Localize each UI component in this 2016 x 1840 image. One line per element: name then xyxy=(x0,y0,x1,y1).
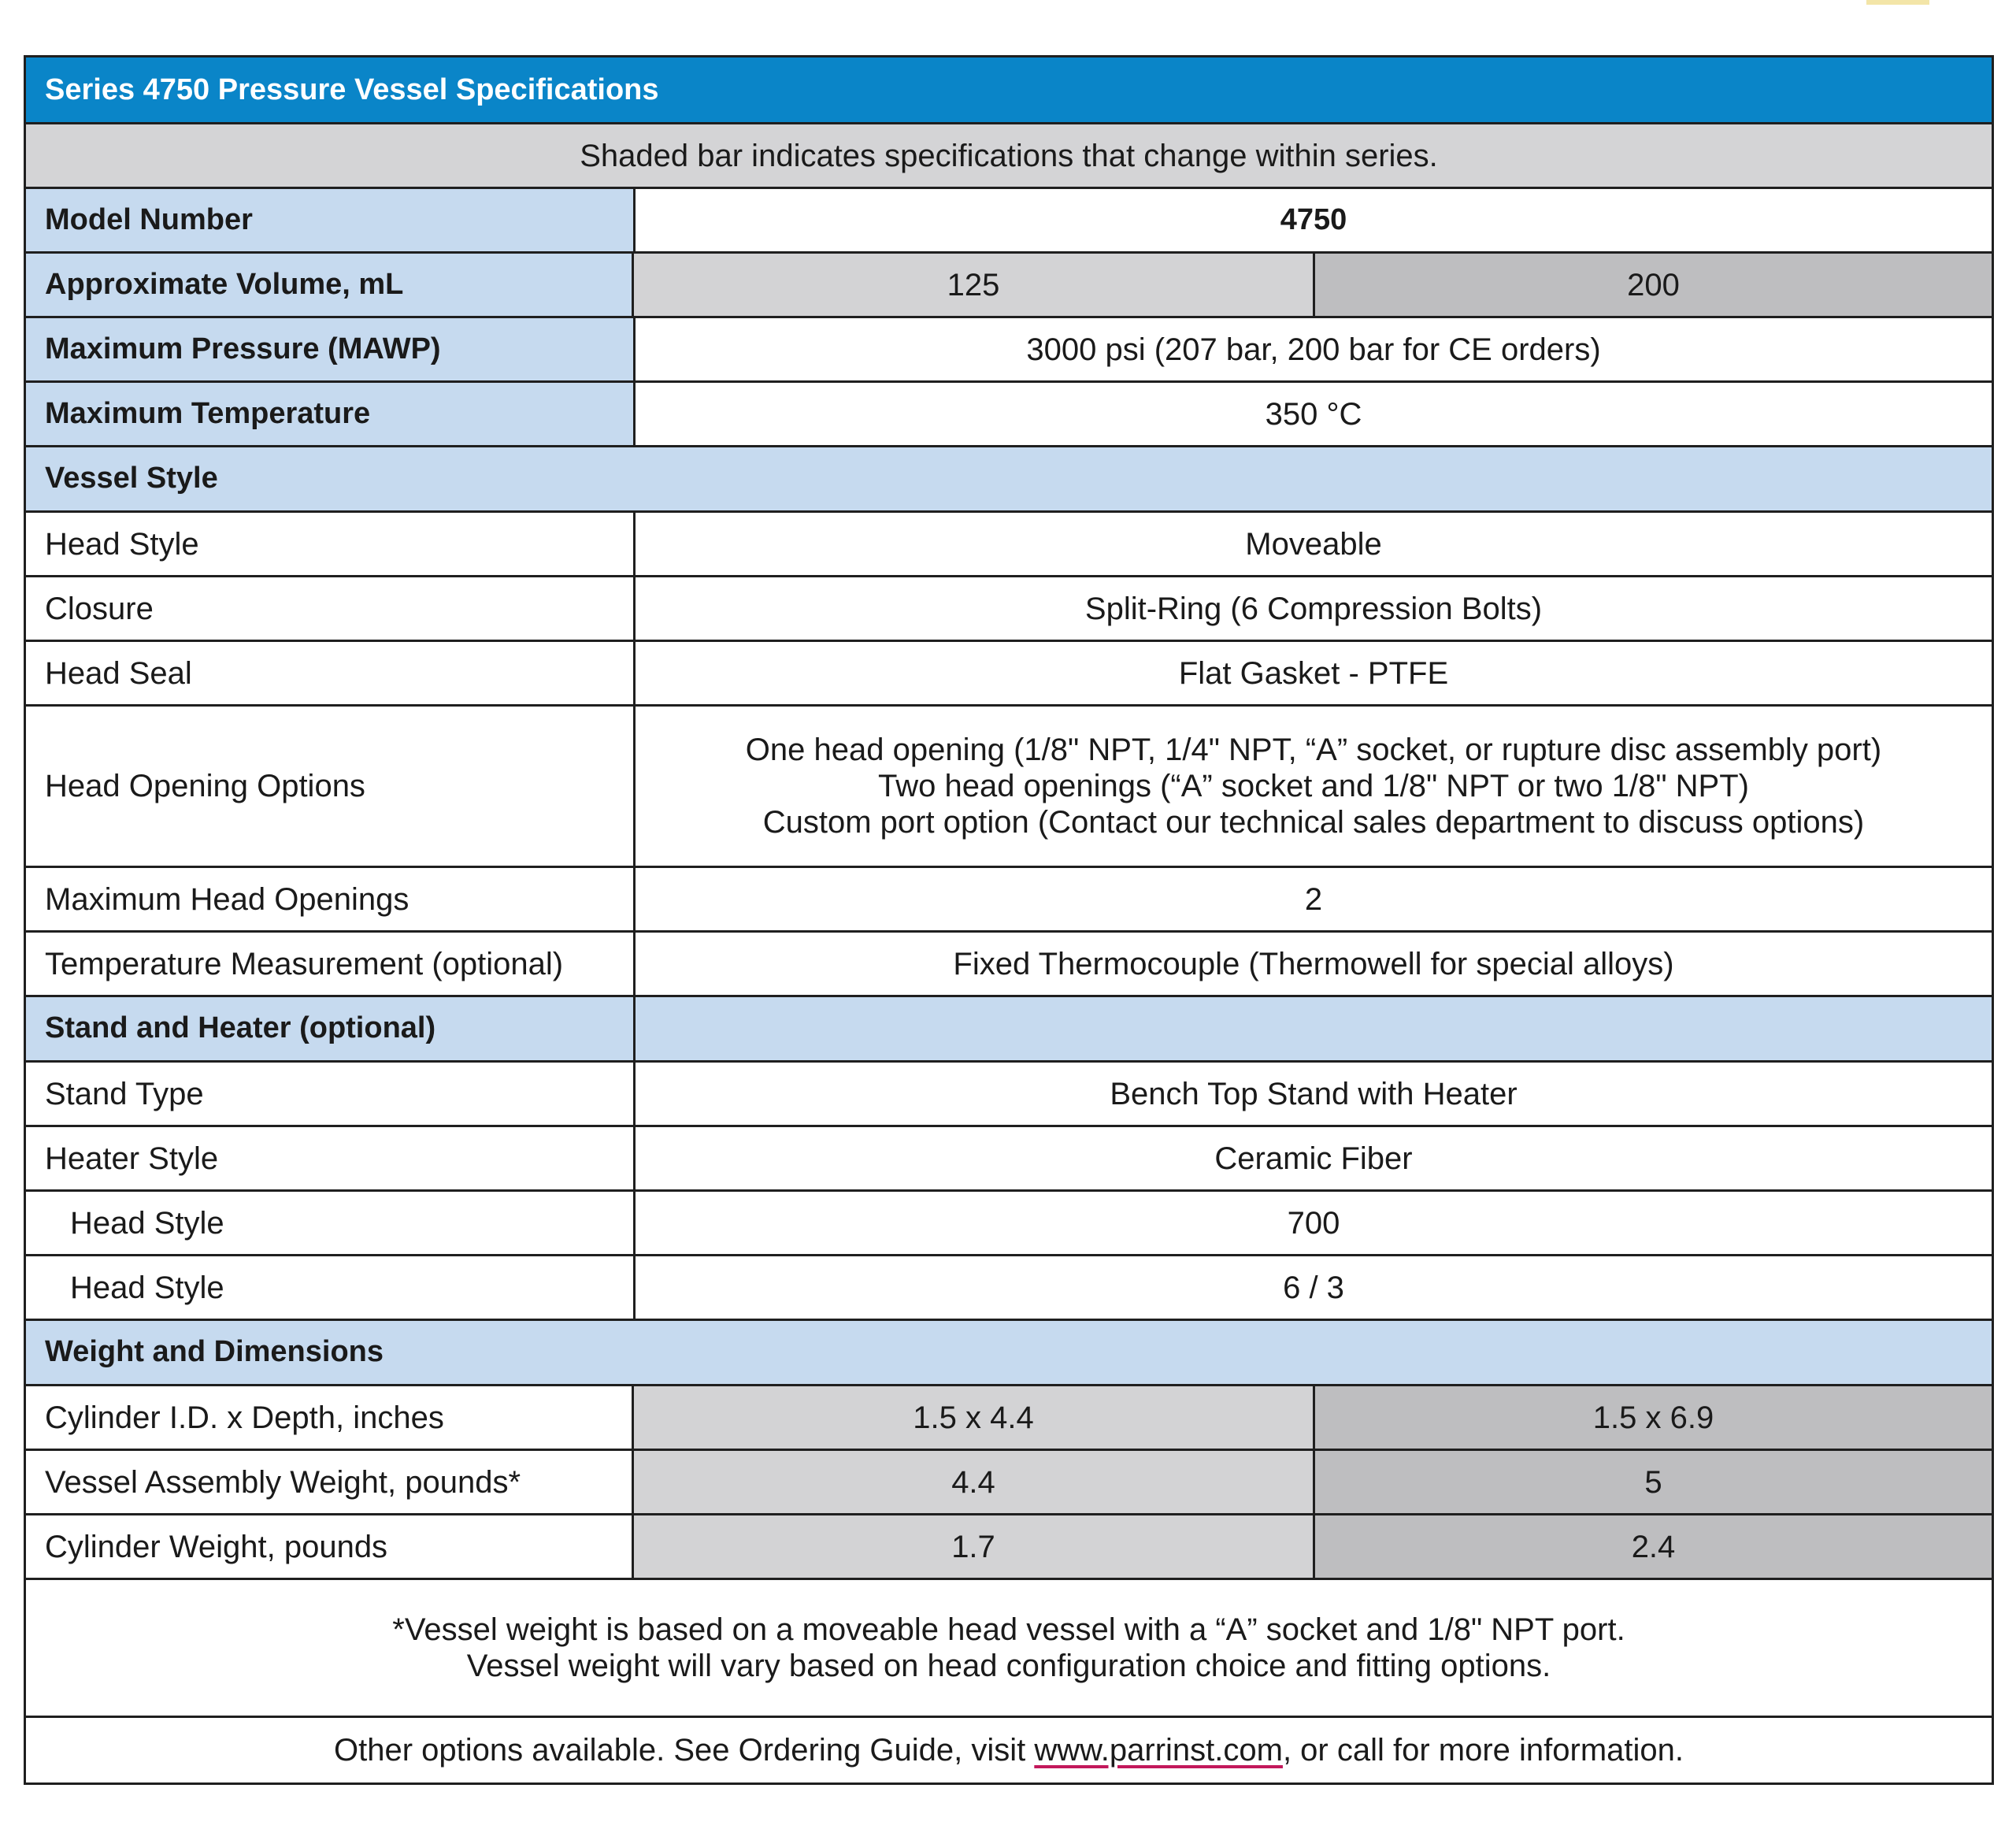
spec-value-1: 1.5 x 4.4 xyxy=(634,1386,1313,1449)
spec-value-2: 1.5 x 6.9 xyxy=(1313,1386,1992,1449)
website-link[interactable]: www.parrinst.com xyxy=(1034,1733,1283,1768)
spec-value: 700 xyxy=(1287,1205,1340,1241)
spec-label: Heater Style xyxy=(26,1127,636,1189)
spec-value-1: 1.7 xyxy=(634,1515,1313,1578)
shading-note: Shaded bar indicates specifications that change within series. xyxy=(26,124,1992,189)
spec-label: Cylinder Weight, pounds xyxy=(26,1515,634,1578)
spec-label: Vessel Assembly Weight, pounds* xyxy=(26,1451,634,1513)
spec-value: Moveable xyxy=(1245,526,1382,562)
spec-value-1: 4.4 xyxy=(634,1451,1313,1513)
spec-label: Stand Type xyxy=(26,1063,636,1125)
model-number-row xyxy=(26,189,1992,254)
footer-text xyxy=(26,1718,1992,1782)
spec-value: Bench Top Stand with Heater xyxy=(1110,1076,1518,1111)
pressure-label: Maximum Pressure (MAWP) xyxy=(26,318,636,380)
model-number-label: Model Number xyxy=(26,189,636,251)
footer-row xyxy=(26,1718,1992,1782)
spec-row xyxy=(26,1192,1992,1256)
spec-row xyxy=(26,1256,1992,1321)
spec-label: Maximum Head Openings xyxy=(26,868,636,930)
footnote xyxy=(26,1580,1992,1716)
vessel-style-heading: Vessel Style xyxy=(45,462,218,495)
table-title: Series 4750 Pressure Vessel Specifications xyxy=(26,58,1992,124)
corner-decoration xyxy=(1866,0,1929,5)
stand-heater-heading: Stand and Heater (optional) xyxy=(26,997,636,1060)
spec-value: Split-Ring (6 Compression Bolts) xyxy=(1084,591,1543,626)
volume-row xyxy=(26,254,1992,318)
vessel-style-section xyxy=(26,447,1992,513)
weight-dims-heading: Weight and Dimensions xyxy=(45,1335,384,1369)
spec-row xyxy=(26,1127,1992,1192)
spec-label: Temperature Measurement (optional) xyxy=(26,933,636,995)
head-opening-row xyxy=(26,707,1992,868)
spec-value: 2 xyxy=(1304,881,1323,917)
footnote-row xyxy=(26,1580,1992,1718)
footnote-line: Vessel weight will vary based on head configuration choice and fitting options. xyxy=(466,1649,1551,1683)
temperature-label: Maximum Temperature xyxy=(26,383,636,445)
spec-value-2: 5 xyxy=(1313,1451,1992,1513)
head-opening-line: Two head openings (“A” socket and 1/8" NPT or two 1/8" NPT) xyxy=(878,769,1749,803)
model-number-value: 4750 xyxy=(1280,202,1347,236)
pressure-value: 3000 psi (207 bar, 200 bar for CE orders) xyxy=(1026,332,1601,367)
spec-row xyxy=(26,577,1992,642)
spec-row xyxy=(26,1063,1992,1127)
head-opening-options xyxy=(636,707,1992,866)
spec-row xyxy=(26,642,1992,707)
spec-label: Head Style xyxy=(26,513,636,575)
spec-value: Flat Gasket - PTFE xyxy=(1178,655,1449,691)
pressure-row xyxy=(26,318,1992,383)
head-opening-line: One head opening (1/8" NPT, 1/4" NPT, “A” socket, or rupture disc assembly port) xyxy=(745,733,1882,767)
volume-value-2: 200 xyxy=(1313,254,1992,316)
spec-table xyxy=(24,55,1994,1785)
spec-label: Closure xyxy=(26,577,636,640)
weight-dims-section xyxy=(26,1321,1992,1386)
spec-row xyxy=(26,1515,1992,1580)
head-opening-label: Head Opening Options xyxy=(26,707,636,866)
footnote-line: *Vessel weight is based on a moveable head vessel with a “A” socket and 1/8" NPT port. xyxy=(392,1612,1625,1647)
volume-value-1: 125 xyxy=(634,254,1313,316)
spec-row xyxy=(26,1451,1992,1515)
spec-value: Ceramic Fiber xyxy=(1214,1141,1413,1176)
spec-label: Head Style xyxy=(26,1192,636,1254)
spec-label: Cylinder I.D. x Depth, inches xyxy=(26,1386,634,1449)
spec-row xyxy=(26,933,1992,997)
temperature-value: 350 °C xyxy=(1265,396,1362,432)
temperature-row xyxy=(26,383,1992,447)
volume-label: Approximate Volume, mL xyxy=(26,254,634,316)
spec-row xyxy=(26,513,1992,577)
footer-text-after: , or call for more information. xyxy=(1282,1733,1684,1768)
spec-value-2: 2.4 xyxy=(1313,1515,1992,1578)
spec-label: Head Style xyxy=(26,1256,636,1319)
spec-row xyxy=(26,868,1992,933)
spec-value: 6 / 3 xyxy=(1283,1270,1344,1305)
head-opening-line: Custom port option (Contact our technical sales department to discuss options) xyxy=(762,805,1865,840)
spec-label: Head Seal xyxy=(26,642,636,704)
stand-heater-blank xyxy=(636,997,1992,1060)
spec-value: Fixed Thermocouple (Thermowell for special alloys) xyxy=(953,946,1674,981)
stand-heater-section xyxy=(26,997,1992,1063)
footer-text-before: Other options available. See Ordering Guide, visit xyxy=(333,1733,1035,1768)
spec-row xyxy=(26,1386,1992,1451)
